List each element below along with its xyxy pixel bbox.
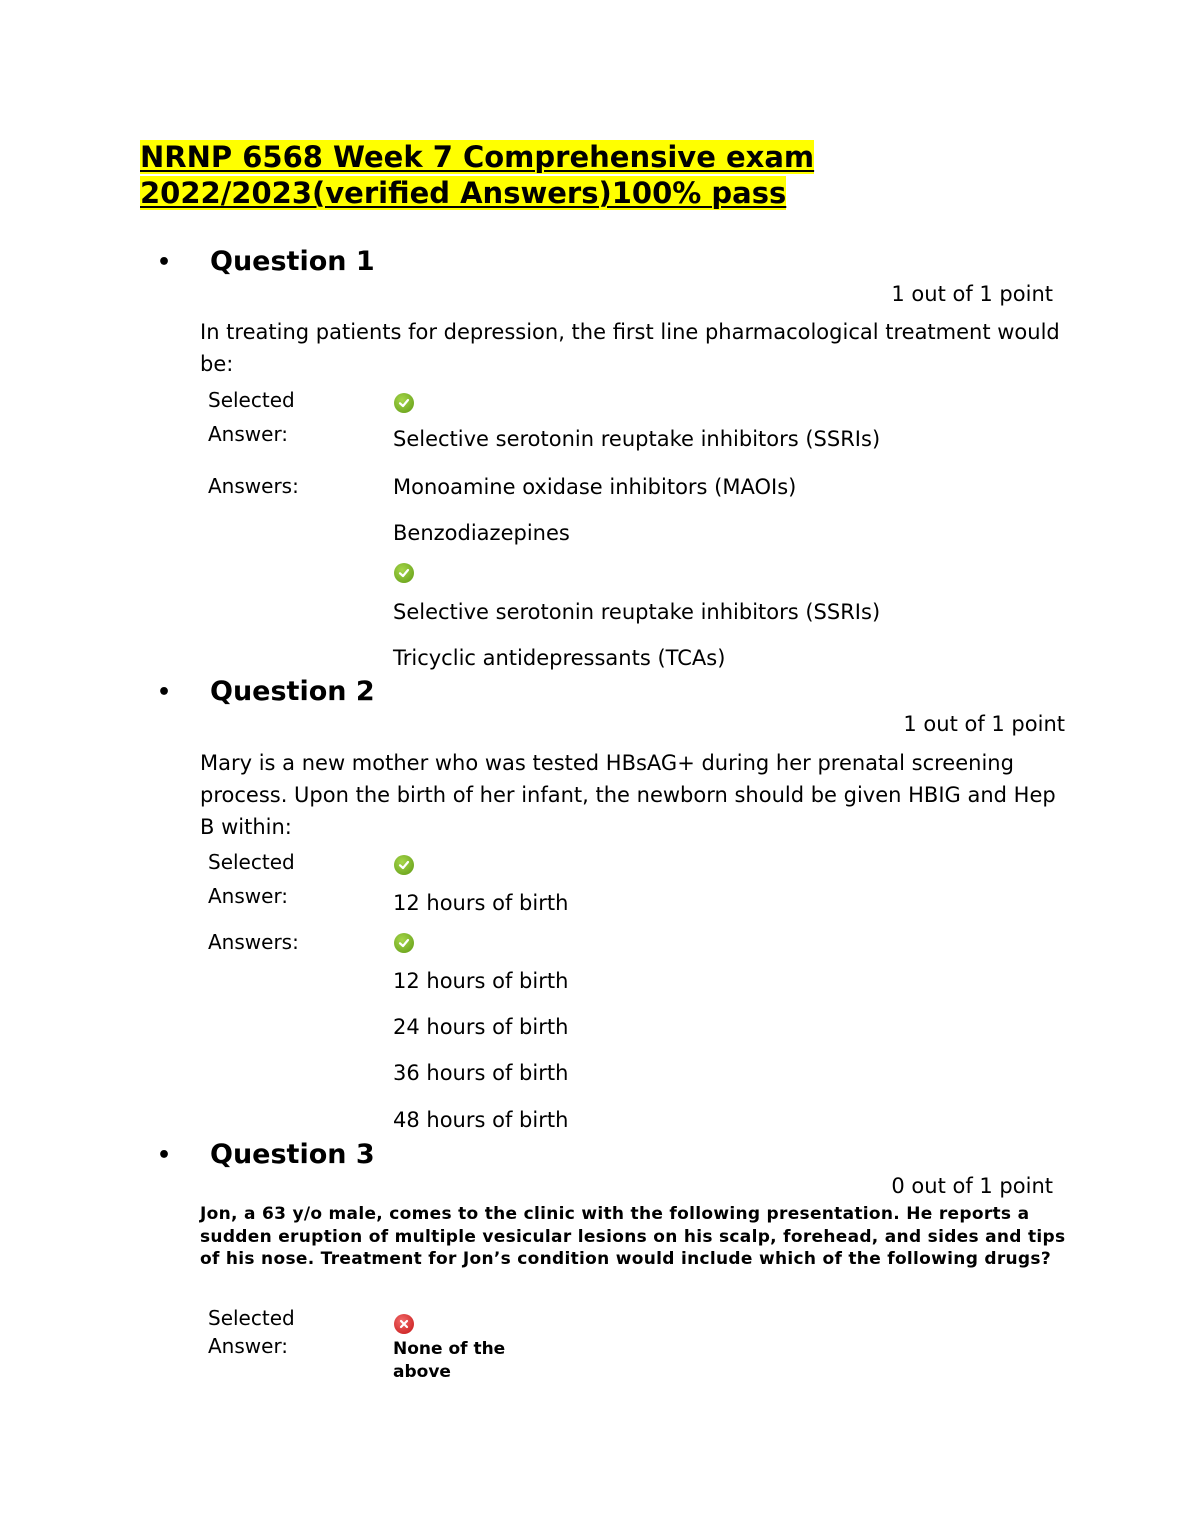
correct-check-icon	[394, 563, 414, 583]
question-2-selected-answer: 12 hours of birth	[393, 891, 569, 915]
question-2-answer-option: 12 hours of birth	[393, 969, 569, 993]
incorrect-x-icon	[394, 1314, 414, 1334]
question-2-points: 1 out of 1 point	[903, 712, 1065, 736]
selected-answer-label: Selected Answer:	[208, 388, 295, 446]
question-3-heading: Question 3	[210, 1139, 375, 1170]
correct-check-icon	[394, 855, 414, 875]
question-1-answer-option: Monoamine oxidase inhibitors (MAOIs)	[393, 475, 797, 499]
question-1-answer-option: Selective serotonin reuptake inhibitors (SSRIs)	[393, 600, 881, 624]
question-1-answer-option: Benzodiazepines	[393, 521, 570, 545]
question-2-text: Mary is a new mother who was tested HBsAG+ during her prenatal screening process. Upon the birth of her infant, the newborn should be given HBIG and Hep B within:	[200, 751, 1056, 839]
bullet: •	[157, 250, 172, 275]
question-3-selected-answer: None of the above	[393, 1339, 506, 1382]
question-2-heading: Question 2	[210, 676, 375, 707]
document-title-line-1: NRNP 6568 Week 7 Comprehensive exam	[140, 140, 815, 174]
correct-check-icon	[394, 393, 414, 413]
question-1-selected-answer: Selective serotonin reuptake inhibitors (SSRIs)	[393, 427, 881, 451]
question-1-answer-option: Tricyclic antidepressants (TCAs)	[393, 646, 726, 670]
question-1-text: In treating patients for depression, the first line pharmacological treatment would be:	[200, 320, 1060, 376]
question-2-answer-option: 36 hours of birth	[393, 1061, 569, 1085]
question-2-answer-option: 24 hours of birth	[393, 1015, 569, 1039]
selected-answer-label: Selected Answer:	[208, 850, 295, 908]
question-3-points: 0 out of 1 point	[891, 1174, 1053, 1198]
correct-check-icon	[394, 933, 414, 953]
question-2-answer-option: 48 hours of birth	[393, 1108, 569, 1132]
answers-label: Answers:	[208, 930, 299, 954]
document-title-line-2: 2022/2023(verified Answers)100% pass	[140, 176, 787, 210]
answers-label: Answers:	[208, 474, 299, 498]
question-1-points: 1 out of 1 point	[891, 282, 1053, 306]
bullet: •	[157, 1143, 172, 1168]
bullet: •	[157, 680, 172, 705]
question-3-text: Jon, a 63 y/o male, comes to the clinic with the following presentation. He reports a sudden eruption of multiple vesicular lesions on his scalp, forehead, and sides and tips of his nose. Treatment for Jon’s condition would include which of the following drugs?	[200, 1204, 1066, 1269]
question-1-heading: Question 1	[210, 246, 375, 277]
selected-answer-label: Selected Answer:	[208, 1306, 295, 1358]
